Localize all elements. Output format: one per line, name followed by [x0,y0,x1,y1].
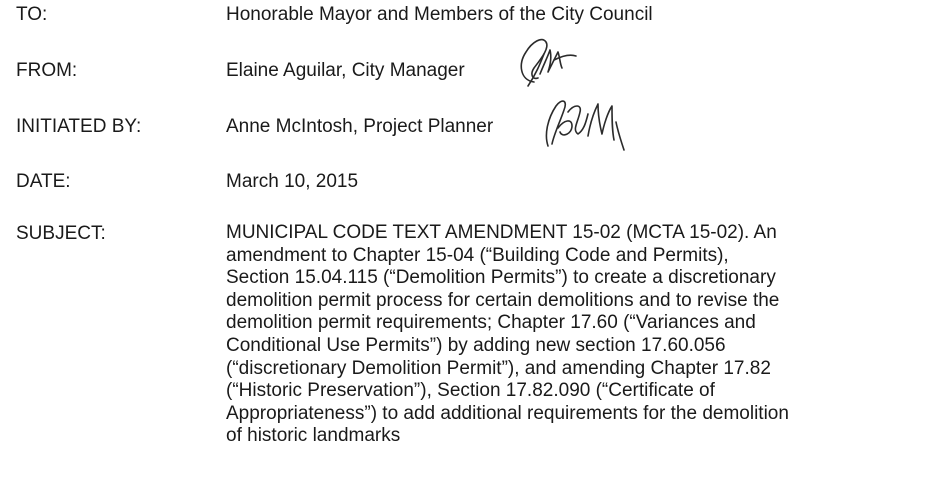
to-value: Honorable Mayor and Members of the City Council [226,4,653,25]
subject-line: of historic landmarks [226,425,401,447]
project-planner-signature [538,94,628,156]
to-label: TO: [16,4,48,25]
from-value: Elaine Aguilar, City Manager [226,60,465,81]
subject-line: demolition permit requirements; Chapter 17.60 (“Variances and [226,312,756,334]
subject-line: Appropriateness”) to add additional requirements for the demolition [226,402,789,424]
initiated-by-label: INITIATED BY: [16,116,142,137]
date-label: DATE: [16,171,71,192]
subject-line: amendment to Chapter 15-04 (“Building Code and Permits), [226,244,729,266]
subject-text [226,222,931,448]
subject-line: (“Historic Preservation”), Section 17.82.090 (“Certificate of [226,380,715,402]
initiated-by-value: Anne McIntosh, Project Planner [226,116,494,137]
date-value: March 10, 2015 [226,171,359,192]
from-label: FROM: [16,60,78,81]
subject-label: SUBJECT: [16,223,106,244]
subject-line: MUNICIPAL CODE TEXT AMENDMENT 15-02 (MCTA 15-02). An [226,222,777,243]
subject-line: (“discretionary Demolition Permit”), and amending Chapter 17.82 [226,357,771,379]
subject-line: demolition permit process for certain demolitions and to revise the [226,289,780,311]
subject-line: Section 15.04.115 (“Demolition Permits”) to create a discretionary [226,267,776,289]
city-manager-signature [510,34,580,92]
subject-line: Conditional Use Permits”) by adding new section 17.60.056 [226,334,726,356]
